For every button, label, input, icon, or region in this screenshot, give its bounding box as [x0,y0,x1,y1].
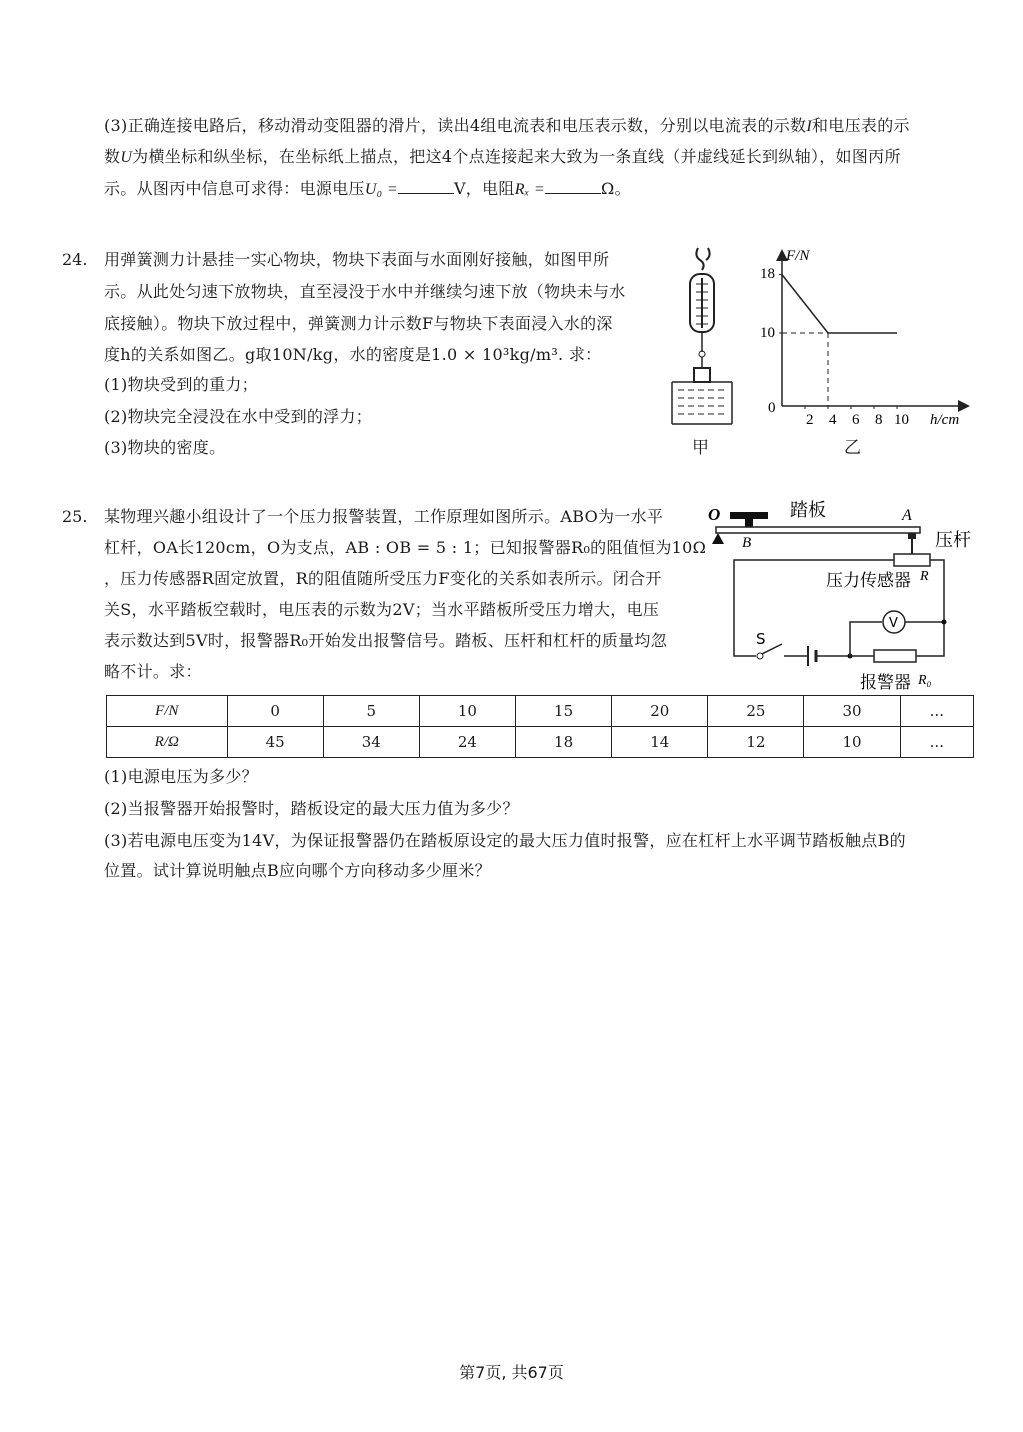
spring-scale-figure [668,244,738,459]
table-cell: 18 [516,727,612,758]
lever-circuit-figure [704,498,976,694]
table-cell: 15 [516,696,612,727]
q24-line: 用弹簧测力计悬挂一实心物块，物块下表面与水面刚好接触，如图甲所 [104,250,610,269]
switch-label: S [756,630,766,648]
y-tick-label: 10 [760,325,775,341]
q25-line: 杠杆，OA长120cm，O为支点，AB : OB = 5 : 1；已知报警器R₀的阻值恒为10Ω [104,538,707,557]
table-cell: ... [900,727,973,758]
wire [850,622,882,656]
x-tick-label: 4 [829,412,837,428]
q24-subq: (3)物块的密度。 [104,438,226,457]
lever [716,527,920,533]
press-rod-head [908,533,916,539]
table-row [107,696,974,727]
table-cell: F/N [107,696,228,727]
table-cell: 25 [708,696,804,727]
table-cell: 10 [804,727,900,758]
answer-blank[interactable] [545,179,601,194]
table-cell: 10 [419,696,515,727]
alarm-r0-label: R₀ [918,673,932,688]
q25-subq: 位置。试计算说明触点B应向哪个方向移动多少厘米？ [104,861,491,880]
q24-number: 24. [62,250,88,269]
resistor-r-label: R [920,569,929,584]
q25-subq: (1)电源电压为多少？ [104,767,258,786]
alarm-label: 报警器 [860,673,911,693]
pedal-contact [745,519,753,527]
q25-line: ，压力传感器R固定放置，R的阻值随所受压力F变化的关系如表所示。闭合开 [104,569,662,588]
sensor-label: 压力传感器 [826,571,911,591]
pedal [730,512,768,519]
y-tick-label: 18 [760,266,775,282]
x-tick-label: 2 [806,412,814,428]
table-cell: 5 [323,696,419,727]
q25-line: 表示数达到5V时，报警器R₀开始发出报警信号。踏板、压杆和杠杆的质量均忽 [104,631,667,650]
y-tick-label: 0 [768,400,776,416]
page-footer: 第7页, 共67页 [459,1363,564,1382]
voltmeter-label: V [889,616,898,631]
f-h-graph [752,244,977,430]
press-rod-label: 压杆 [935,530,971,551]
force-resistance-table [106,695,974,758]
table-cell: 30 [804,696,900,727]
alarm-resistor [874,650,916,662]
q25-subq: (3)若电源电压变为14V，为保证报警器仍在踏板原设定的最大压力值时报警，应在杠杆上水平调节踏板触点B的 [104,831,906,850]
q24-subq: (1)物块受到的重力； [104,375,258,394]
q23-line-3: 示。从图丙中信息可求得：电源电压U₀ = V，电阻Rₓ = Ω。 [104,179,631,198]
table-cell: 12 [708,727,804,758]
table-cell: ... [900,696,973,727]
q24-line: 度h的关系如图乙。g取10N/kg，水的密度是1.0 × 10³kg/m³. 求： [104,345,602,364]
point-b-label: B [742,535,752,551]
table-cell: 45 [227,727,323,758]
x-tick-label: 10 [894,412,909,428]
x-axis-label: h/cm [930,412,960,428]
table-cell: 20 [612,696,708,727]
figure-label-jia: 甲 [692,438,710,458]
q25-line: 某物理兴趣小组设计了一个压力报警装置，工作原理如图所示。ABO为一水平 [104,507,664,526]
point-a-label: A [902,507,912,524]
table-cell: R/Ω [107,727,228,758]
y-axis-label: F/N [786,248,810,264]
junction [942,620,947,625]
q25-number: 25. [62,507,88,526]
q25-line: 关S，水平踏板空载时，电压表的示数为2V；当水平踏板所受压力增大，电压 [104,600,660,619]
q24-subq: (2)物块完全浸没在水中受到的浮力； [104,407,373,426]
figure-label-yi: 乙 [844,438,862,458]
table-cell: 0 [227,696,323,727]
q25-subq: (2)当报警器开始报警时，踏板设定的最大压力值为多少？ [104,799,519,818]
answer-blank[interactable] [398,179,454,194]
pedal-label: 踏板 [790,500,826,521]
x-tick-label: 8 [875,412,883,428]
sensor-resistor [894,554,930,566]
table-cell: 24 [419,727,515,758]
fulcrum [712,533,724,544]
point-o-label: O [708,505,721,524]
table-cell: 34 [323,727,419,758]
q25-line: 略不计。求： [104,662,202,681]
q23-line-2: 数U为横坐标和纵坐标，在坐标纸上描点，把这4个点连接起来大致为一条直线（并虚线延长到纵轴），如图丙所 [104,147,901,166]
q24-line: 底接触）。物块下放过程中，弹簧测力计示数F与物块下表面浸入水的深 [104,314,613,333]
table-cell: 14 [612,727,708,758]
table-row [107,727,974,758]
x-tick-label: 6 [852,412,860,428]
q24-line: 示。从此处匀速下放物块，直至浸没于水中并继续匀速下放（物块未与水 [104,282,626,301]
f-h-data-line [782,275,897,333]
q23-line-1: (3)正确连接电路后，移动滑动变阻器的滑片，读出4组电流表和电压表示数，分别以电流表的示数I和电压表的示 [104,116,910,135]
